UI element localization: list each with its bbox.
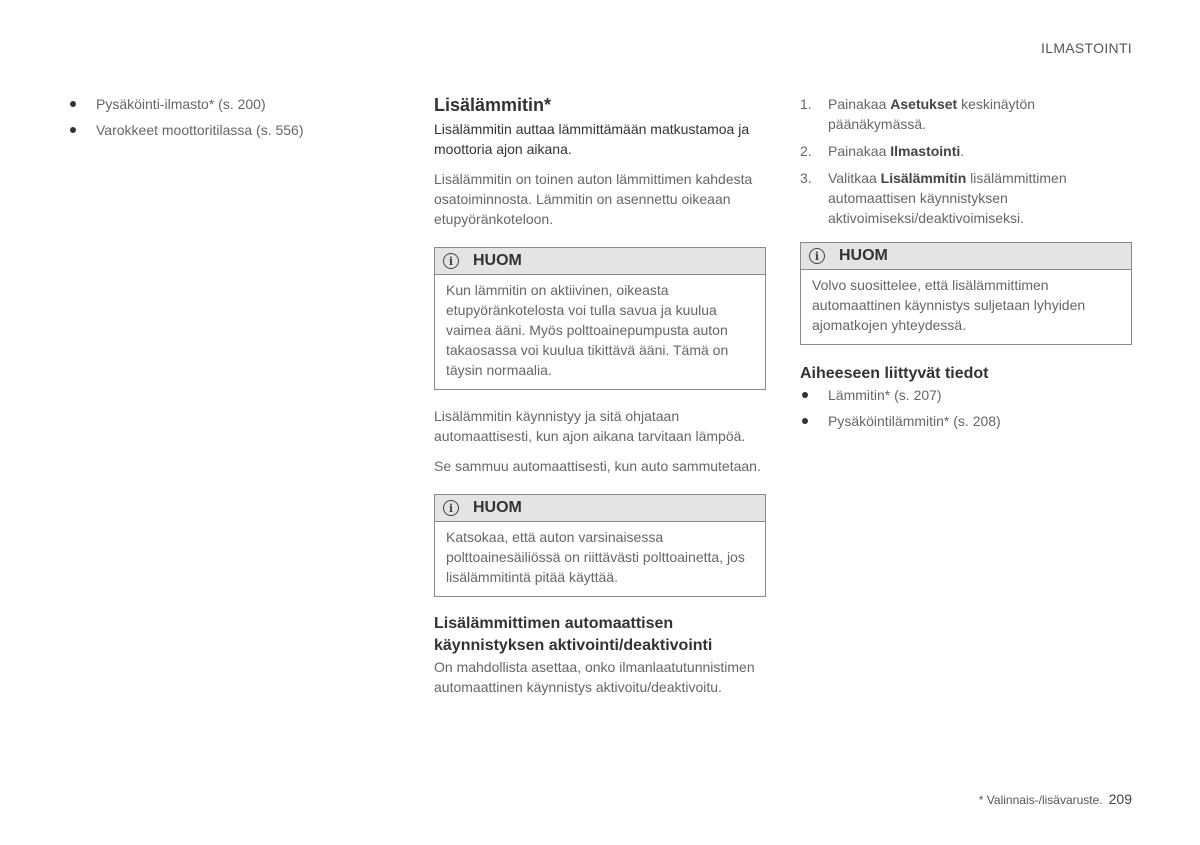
info-icon: i	[443, 253, 459, 269]
right-column	[800, 94, 1132, 437]
bullet-icon	[70, 101, 76, 107]
note-box	[434, 494, 766, 597]
bullet-icon	[802, 392, 808, 398]
step-item: 2. Painakaa Ilmastointi.	[800, 143, 965, 159]
related-links-list	[800, 385, 1132, 431]
note-header	[435, 248, 765, 275]
page-number: 209	[1108, 791, 1132, 807]
steps-list	[800, 94, 1132, 228]
subsection-title: Lisälämmittimen automaattisen käynnistyksen aktivointi/deaktivointi	[434, 615, 713, 654]
list-item[interactable]: Pysäköintilämmitin* (s. 208)	[800, 411, 1132, 431]
paragraph: Se sammuu automaattisesti, kun auto sammutetaan.	[434, 458, 761, 474]
intro-text: Lisälämmitin auttaa lämmittämään matkustamoa ja moottoria ajon aikana.	[434, 121, 750, 157]
note-title: HUOM	[473, 252, 522, 269]
middle-column	[434, 94, 766, 697]
footer	[979, 791, 1132, 807]
step-item: 3. Valitkaa Lisälämmitin lisälämmittimen automaattisen käynnistyksen aktivoimiseksi/deaktivoimiseksi.	[800, 170, 1067, 226]
list-item[interactable]: Pysäköinti-ilmasto* (s. 200)	[68, 94, 368, 114]
left-column	[68, 94, 368, 146]
note-title: HUOM	[473, 499, 522, 516]
note-box	[800, 242, 1132, 345]
step-item: 1. Painakaa Asetukset keskinäytön päänäkymässä.	[800, 96, 1036, 132]
bullet-icon	[802, 418, 808, 424]
bullet-icon	[70, 127, 76, 133]
ui-label: Asetukset	[890, 96, 958, 112]
related-links-list	[68, 94, 368, 140]
note-header	[801, 243, 1131, 270]
note-text: Kun lämmitin on aktiivinen, oikeasta etupyöränkotelosta voi tulla savua ja kuulua vaimea ääni. Myös polttoainepumpusta auton takaosassa voi kuulua tikittävä ääni. Tämä on täysin normaalia.	[446, 282, 729, 378]
note-box	[434, 247, 766, 390]
note-header	[435, 495, 765, 522]
note-text: Katsokaa, että auton varsinaisessa polttoainesäiliössä on riittävästi polttoainetta, jos lisälämmitintä pitää käyttää.	[446, 529, 745, 585]
footnote: * Valinnais-/lisävaruste.	[978, 793, 1103, 807]
info-icon: i	[809, 248, 825, 264]
related-title: Aiheeseen liittyvät tiedot	[800, 365, 989, 382]
note-text: Volvo suosittelee, että lisälämmittimen automaattinen käynnistys suljetaan lyhyiden ajomatkojen yhteydessä.	[812, 277, 1086, 333]
page-title: Lisälämmitin*	[434, 95, 552, 115]
paragraph: Lisälämmitin käynnistyy ja sitä ohjataan automaattisesti, kun ajon aikana tarvitaan lämpöä.	[434, 408, 746, 444]
paragraph: Lisälämmitin on toinen auton lämmittimen kahdesta osatoiminnosta. Lämmitin on asennettu oikeaan etupyöränkoteloon.	[434, 171, 753, 227]
section-header: ILMASTOINTI	[1041, 40, 1132, 56]
list-item[interactable]: Lämmitin* (s. 207)	[800, 385, 1132, 405]
paragraph: On mahdollista asettaa, onko ilmanlaatutunnistimen automaattinen käynnistys aktivoitu/deaktivoitu.	[434, 659, 755, 695]
ui-label: Lisälämmitin	[880, 170, 967, 186]
info-icon: i	[443, 500, 459, 516]
ui-label: Ilmastointi	[890, 143, 961, 159]
note-title: HUOM	[839, 247, 888, 264]
list-item[interactable]: Varokkeet moottoritilassa (s. 556)	[68, 120, 368, 140]
